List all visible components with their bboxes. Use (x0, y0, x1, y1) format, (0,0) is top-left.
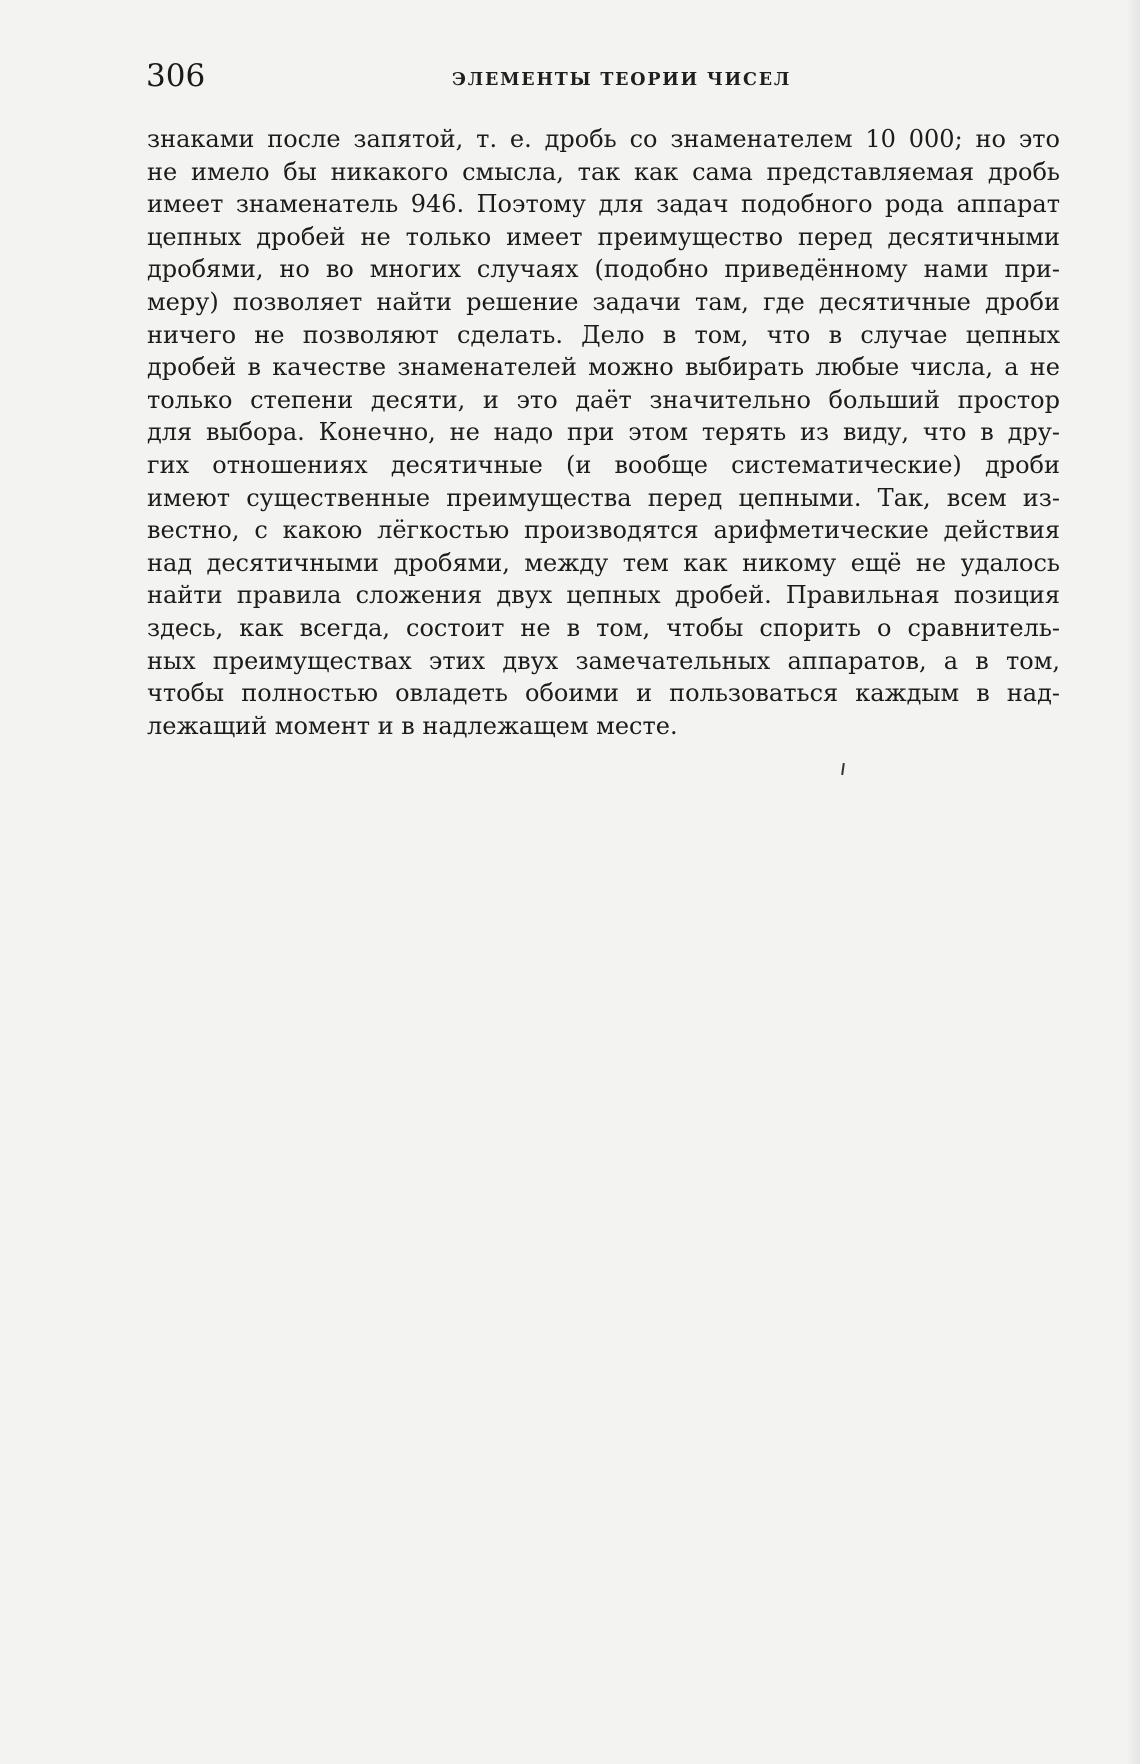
running-header: ЭЛЕМЕНТЫ ТЕОРИИ ЧИСЕЛ (452, 70, 792, 90)
text-line: дробями, но во многих случаях (подобно приведённому нами при- (147, 255, 1060, 284)
page-number: 306 (146, 58, 206, 94)
text-line: только степени десяти, и это даёт значительно больший простор (147, 385, 1060, 414)
text-line: над десятичными дробями, между тем как никому ещё не удалось (147, 548, 1060, 577)
text-line: вестно, с какою лёгкостью производятся арифметические действия (147, 516, 1060, 545)
text-line: имеют существенные преимущества перед цепными. Так, всем из- (147, 483, 1060, 512)
text-line: не имело бы никакого смысла, так как сама представляемая дробь (147, 157, 1060, 186)
text-line: ничего не позволяют сделать. Дело в том, что в случае цепных (147, 320, 1060, 349)
text-line: лежащий момент и в надлежащем месте. (147, 711, 678, 740)
text-line: цепных дробей не только имеет преимущество перед десятичными (147, 222, 1060, 251)
text-line: гих отношениях десятичные (и вообще систематические) дроби (147, 450, 1060, 479)
text-line: чтобы полностью овладеть обоими и пользоваться каждым в над- (147, 679, 1060, 708)
text-line: имеет знаменатель 946. Поэтому для задач подобного рода аппарат (147, 190, 1060, 219)
text-line: знаками после запятой, т. е. дробь со знаменателем 10 000; но это (147, 125, 1060, 153)
text-line: здесь, как всегда, состоит не в том, чтобы спорить о сравнитель- (147, 613, 1060, 642)
text-line: меру) позволяет найти решение задачи там, где десятичные дроби (147, 287, 1060, 316)
text-line: для выбора. Конечно, не надо при этом терять из виду, что в дру- (147, 418, 1060, 447)
page-edge-shadow (1126, 0, 1140, 1764)
body-text (147, 123, 1060, 742)
text-line: дробей в качестве знаменателей можно выбирать любые числа, а не (147, 353, 1060, 382)
text-line: ных преимуществах этих двух замечательных аппаратов, а в том, (147, 646, 1060, 675)
text-line: найти правила сложения двух цепных дробей. Правильная позиция (147, 581, 1060, 610)
print-speck (841, 763, 845, 775)
